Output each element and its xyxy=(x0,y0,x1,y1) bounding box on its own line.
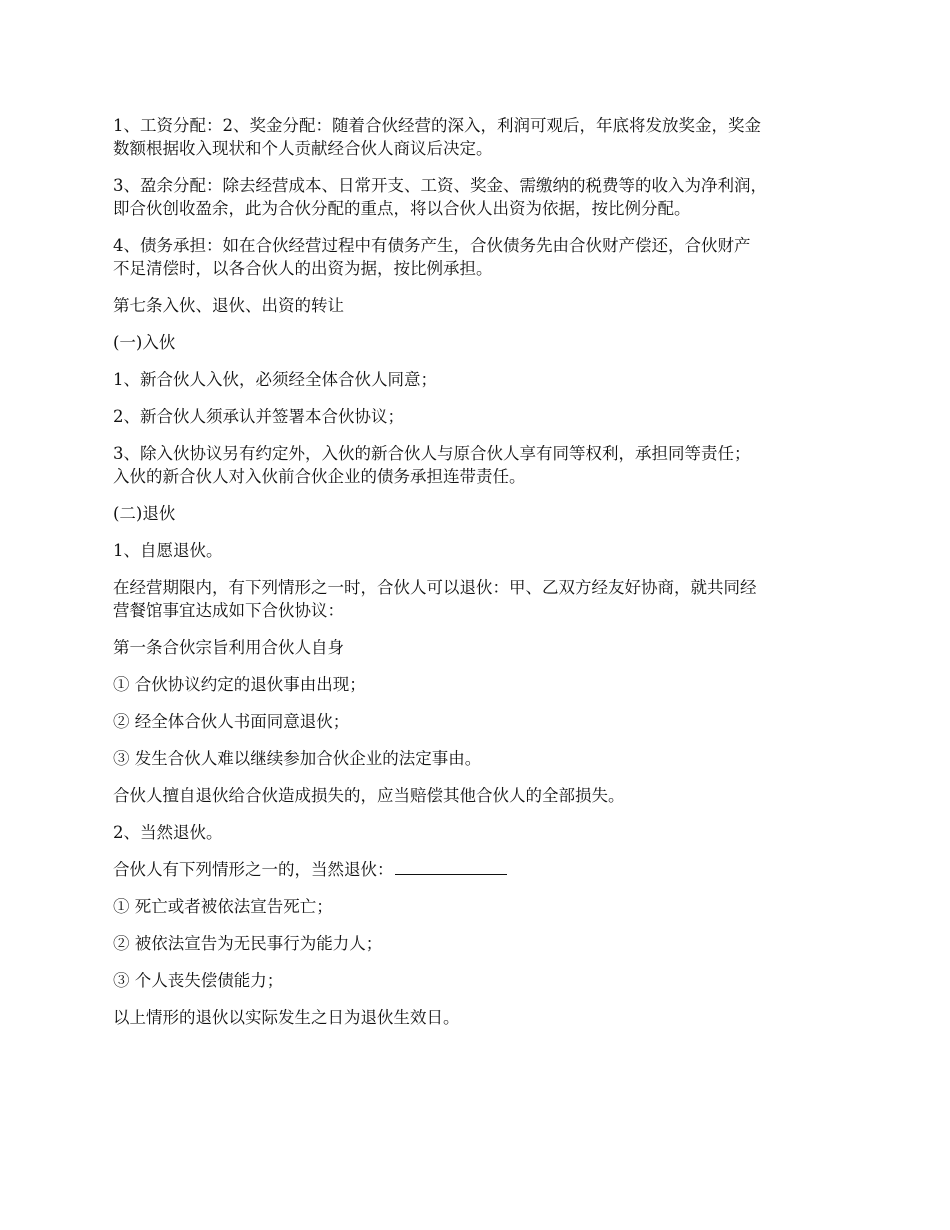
paragraph-join-sign: 2、新合伙人须承认并签署本合伙协议； xyxy=(113,407,404,426)
paragraph-effective-date: 以上情形的退伙以实际发生之日为退伙生效日。 xyxy=(113,1008,460,1027)
natural-withdrawal-text: 合伙人有下列情形之一的，当然退伙： xyxy=(113,860,394,879)
list-item-voluntary-2: ② 经全体合伙人书面同意退伙； xyxy=(113,712,350,731)
list-item-voluntary-1: ① 合伙协议约定的退伙事由出现； xyxy=(113,675,366,694)
paragraph-withdrawal-conditions: 在经营期限内，有下列情形之一时，合伙人可以退伙：甲、乙双方经友好协商，就共同经 营餐馆事宜达成如下合伙协议： xyxy=(113,578,757,620)
list-item-natural-1: ① 死亡或者被依法宣告死亡； xyxy=(113,897,333,916)
section-heading-article-7: 第七条入伙、退伙、出资的转让 xyxy=(113,296,344,315)
paragraph-surplus-distribution: 3、盈余分配：除去经营成本、日常开支、工资、奖金、需缴纳的税费等的收入为净利润， 即合伙创收盈余，此为合伙分配的重点，将以合伙人出资为依据，按比例分配。 xyxy=(113,176,767,218)
paragraph-unauthorized-withdrawal: 合伙人擅自退伙给合伙造成损失的，应当赔偿其他合伙人的全部损失。 xyxy=(113,786,625,805)
list-item-voluntary-3: ③ 发生合伙人难以继续参加合伙企业的法定事由。 xyxy=(113,749,482,768)
list-item-natural-2: ② 被依法宣告为无民事行为能力人； xyxy=(113,934,383,953)
paragraph-debt-liability: 4、债务承担：如在合伙经营过程中有债务产生，合伙债务先由合伙财产偿还，合伙财产 不足清偿时，以各合伙人的出资为据，按比例承担。 xyxy=(113,236,751,278)
paragraph-article-1: 第一条合伙宗旨利用合伙人自身 xyxy=(113,638,344,657)
paragraph-voluntary-withdrawal: 1、自愿退伙。 xyxy=(113,541,223,560)
paragraph-distribution-wages: 1、工资分配：2、奖金分配：随着合伙经营的深入，利润可观后，年底将发放奖金，奖金 数额根据收入现状和个人贡献经合伙人商议后决定。 xyxy=(113,116,761,158)
paragraph-natural-withdrawal-conditions xyxy=(113,858,842,881)
paragraph-natural-withdrawal: 2、当然退伙。 xyxy=(113,823,223,842)
subheading-withdrawal: (二)退伙 xyxy=(113,504,176,523)
list-item-natural-3: ③ 个人丧失偿债能力； xyxy=(113,971,284,990)
paragraph-join-rights: 3、除入伙协议另有约定外，入伙的新合伙人与原合伙人享有同等权利，承担同等责任； 入伙的新合伙人对入伙前合伙企业的债务承担连带责任。 xyxy=(113,444,751,486)
fill-in-blank-line xyxy=(395,858,507,875)
paragraph-join-consent: 1、新合伙人入伙，必须经全体合伙人同意； xyxy=(113,370,437,389)
subheading-joining: (一)入伙 xyxy=(113,333,176,352)
